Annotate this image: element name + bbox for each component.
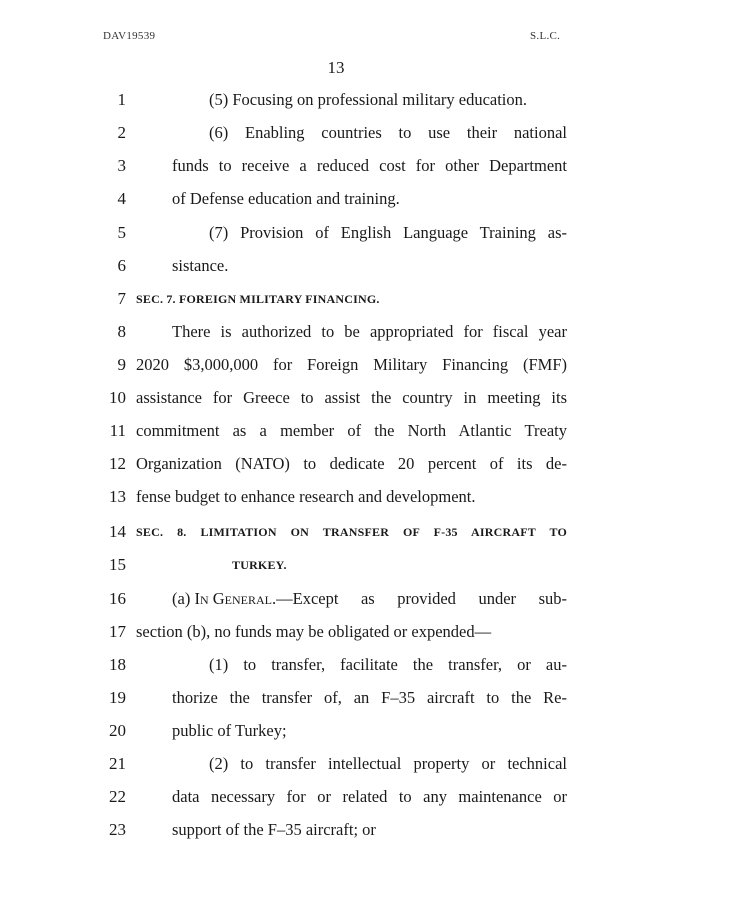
line-text: section (b), no funds may be obligated or expended— [136, 622, 492, 641]
text-line [0, 386, 746, 410]
line-text: (2) to transfer intellectual property or technical [209, 754, 567, 773]
text-line [0, 353, 746, 377]
section-7-heading: SEC. 7. FOREIGN MILITARY FINANCING. [136, 292, 380, 306]
text-line [0, 485, 746, 509]
text-line [0, 221, 746, 245]
line-number: 20 [109, 721, 126, 740]
text-line [0, 187, 746, 211]
line-text: (1) to transfer, facilitate the transfer, or au- [209, 655, 567, 674]
line-number: 8 [117, 322, 126, 341]
line-number: 21 [109, 754, 126, 773]
line-number: 7 [117, 289, 126, 308]
text-line [0, 818, 746, 842]
line-text: There is authorized to be appropriated for fiscal year [172, 322, 567, 341]
line-number: 5 [117, 223, 126, 242]
text-line [0, 452, 746, 476]
line-number: 9 [117, 355, 126, 374]
text-line [0, 653, 746, 677]
line-number: 1 [117, 90, 126, 109]
page-header-doc-id: DAV19539 [103, 30, 156, 42]
section-heading-line [0, 287, 746, 311]
text-line [0, 320, 746, 344]
line-text: fense budget to enhance research and development. [136, 487, 476, 506]
line-number: 19 [109, 688, 126, 707]
subsection-a-prefix: (a) In General [172, 589, 272, 608]
line-text: thorize the transfer of, an F–35 aircraft to the Re- [172, 688, 567, 707]
section-8-heading-cont: TURKEY. [232, 558, 287, 572]
text-line [0, 254, 746, 278]
line-text: Organization (NATO) to dedicate 20 percent of its de- [136, 454, 567, 473]
section-heading-line [0, 553, 746, 577]
text-line [0, 620, 746, 644]
text-line [0, 88, 746, 112]
line-text: sistance. [172, 256, 229, 275]
line-text: (7) Provision of English Language Training as- [209, 223, 567, 242]
line-text [172, 587, 567, 611]
line-number: 2 [117, 123, 126, 142]
line-number: 23 [109, 820, 126, 839]
line-text: 2020 $3,000,000 for Foreign Military Financing (FMF) [136, 355, 567, 374]
line-text: funds to receive a reduced cost for other Department [172, 156, 567, 175]
line-text: support of the F–35 aircraft; or [172, 820, 376, 839]
line-number: 6 [117, 256, 126, 275]
line-text: commitment as a member of the North Atlantic Treaty [136, 421, 567, 440]
text-line [0, 419, 746, 443]
line-number: 15 [109, 555, 126, 574]
text-line [0, 719, 746, 743]
line-text: (6) Enabling countries to use their national [209, 123, 567, 142]
line-number: 4 [117, 189, 126, 208]
line-number: 22 [109, 787, 126, 806]
line-number: 17 [109, 622, 126, 641]
line-number: 11 [109, 421, 126, 440]
subsection-a-heading: In General [194, 589, 272, 608]
line-number: 16 [109, 589, 126, 608]
section-heading-line [0, 520, 746, 544]
line-number: 14 [109, 522, 126, 541]
line-text: of Defense education and training. [172, 189, 400, 208]
page-header-office: S.L.C. [530, 30, 561, 42]
line-text: public of Turkey; [172, 721, 287, 740]
text-line [0, 752, 746, 776]
line-number: 18 [109, 655, 126, 674]
line-number: 12 [109, 454, 126, 473]
subsection-a-text: .—Except as provided under sub- [271, 589, 567, 608]
line-number: 13 [109, 487, 126, 506]
line-number: 3 [117, 156, 126, 175]
line-number: 10 [109, 388, 126, 407]
line-text: assistance for Greece to assist the country in meeting its [136, 388, 567, 407]
text-line [0, 785, 746, 809]
section-8-heading: SEC. 8. LIMITATION ON TRANSFER OF F-35 AIRCRAFT TO [136, 525, 567, 539]
text-line [0, 587, 746, 611]
page-number: 13 [327, 58, 345, 77]
line-text: (5) Focusing on professional military education. [209, 90, 528, 109]
text-line [0, 154, 746, 178]
text-line [0, 686, 746, 710]
text-line [0, 121, 746, 145]
line-text: data necessary for or related to any maintenance or [172, 787, 567, 806]
